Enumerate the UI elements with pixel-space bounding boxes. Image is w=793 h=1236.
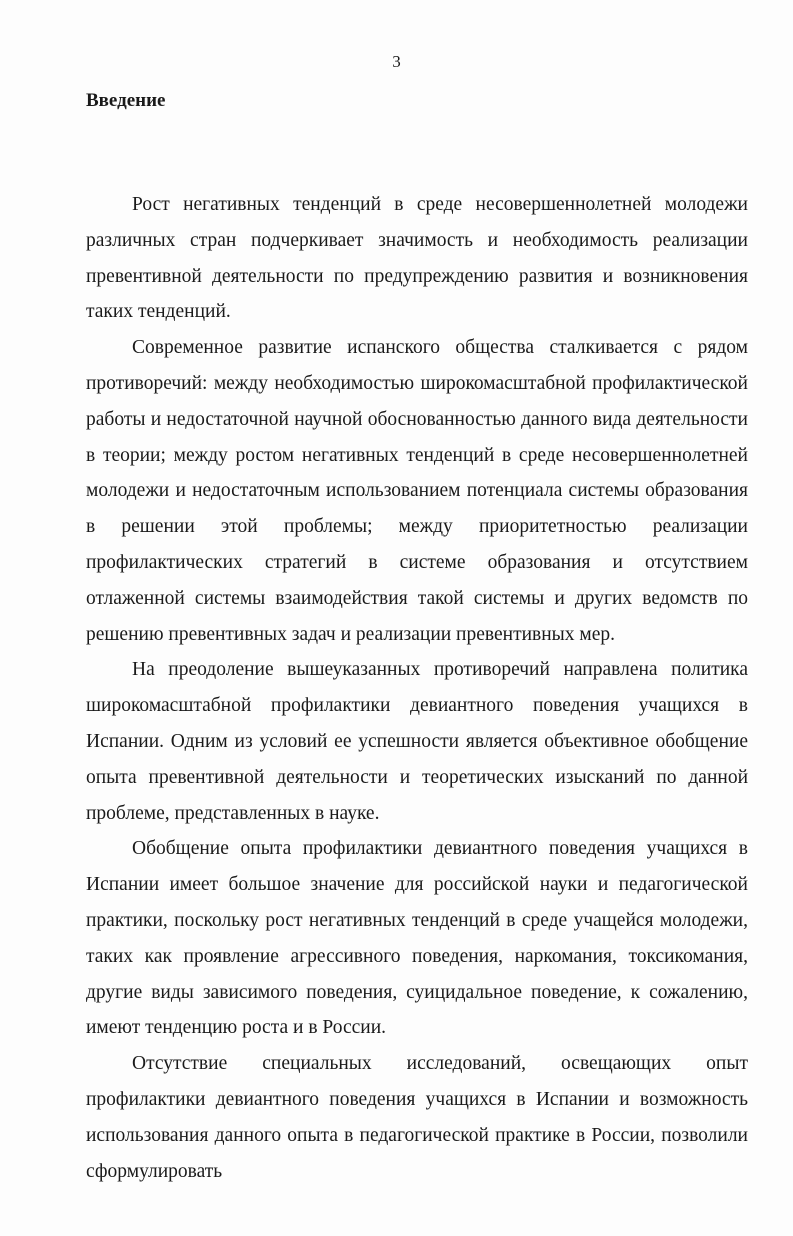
page-number: 3: [392, 52, 401, 71]
body-text: [86, 187, 748, 1189]
section-heading: Введение: [86, 90, 166, 111]
paragraph: Обобщение опыта профилактики девиантного поведения учащихся в Испании имеет большое значение для российской науки и педагогической практики, поскольку рост негативных тенденций в среде учащейся молодежи, таких как проявление агрессивного поведения, наркомания, токсикомания, другие виды зависимого поведения, суицидальное поведение, к сожалению, имеют тенденцию роста и в России.: [86, 838, 748, 1039]
paragraph: Рост негативных тенденций в среде несовершеннолетней молодежи различных стран подчеркивает значимость и необходимость реализации превентивной деятельности по предупреждению развития и возникновения таких тенденций.: [86, 194, 748, 323]
paragraph: Отсутствие специальных исследований, освещающих опыт профилактики девиантного поведения учащихся в Испании и возможность использования данного опыта в педагогической практике в России, позволили сформулировать: [86, 1053, 748, 1182]
paragraph: Современное развитие испанского общества сталкивается с рядом противоречий: между необходимостью широкомасштабной профилактической работы и недостаточной научной обоснованностью данного вида деятельности в теории; между ростом негативных тенденций в среде несовершеннолетней молодежи и недостаточным использованием потенциала системы образования в решении этой проблемы; между приоритетностью реализации профилактических стратегий в системе образования и отсутствием отлаженной системы взаимодействия такой системы и других ведомств по решению превентивных задач и реализации превентивных мер.: [86, 337, 748, 645]
paragraph: На преодоление вышеуказанных противоречий направлена политика широкомасштабной профилактики девиантного поведения учащихся в Испании. Одним из условий ее успешности является объективное обобщение опыта превентивной деятельности и теоретических изысканий по данной проблеме, представленных в науке.: [86, 659, 748, 824]
